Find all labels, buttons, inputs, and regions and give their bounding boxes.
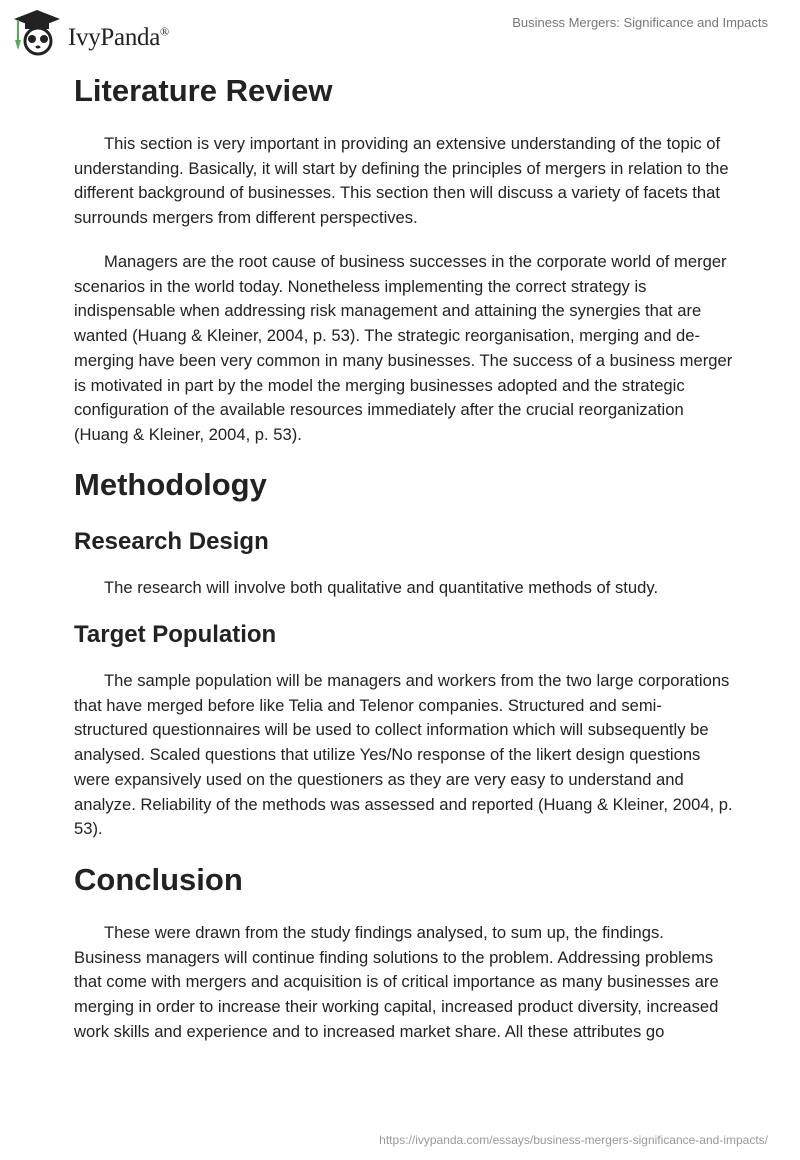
heading-conclusion: Conclusion bbox=[74, 862, 243, 897]
heading-target-population: Target Population bbox=[74, 621, 277, 648]
paragraph: The sample population will be managers and workers from the two large corporations that have merged before like Telia and Telenor companies. Structured and semi-structured questionnaires will be used to collect information which will subsequently be analysed. Scaled questions that utilize Yes/No response of the likert design questions were expansively used on the questioners as they are very easy to understand and analyze. Reliability of the methods was assessed and reported (Huang & Kleiner, 2004, p. 53). bbox=[74, 671, 733, 839]
heading-methodology: Methodology bbox=[74, 467, 267, 502]
paragraph: The research will involve both qualitative and quantitative methods of study. bbox=[104, 578, 659, 597]
registered-mark: ® bbox=[160, 24, 169, 39]
document-title: Business Mergers: Significance and Impacts bbox=[512, 15, 768, 30]
h1-literature-review: Literature Review bbox=[74, 73, 333, 108]
panda-graduate-icon bbox=[12, 8, 62, 56]
heading-literature-review bbox=[74, 73, 734, 109]
paragraph: These were drawn from the study findings analysed, to sum up, the findings. Business managers will continue finding solutions to the problem. Addressing problems that come with mergers and acquisition is of critical importance as many businesses are merging in order to increase their working capital, increased product diversity, increased work skills and experience and to increased market share. All these attributes go bbox=[74, 923, 719, 1041]
paragraph: Managers are the root cause of business successes in the corporate world of merger scenarios in the world today. Nonetheless implementing the correct strategy is indispensable when addressing risk management and attaining the synergies that are wanted (Huang & Kleiner, 2004, p. 53). The strategic reorganisation, merging and de-merging have been very common in many businesses. The success of a business merger is motivated in part by the model the merging businesses adopted and the strategic configuration of the available resources immediately after the crucial reorganization (Huang & Kleiner, 2004, p. 53). bbox=[74, 252, 733, 444]
paragraph: This section is very important in providing an extensive understanding of the topic of understanding. Basically, it will start by defining the principles of mergers in relation to the different background of businesses. This section then will discuss a variety of facets that surrounds mergers from different perspectives. bbox=[74, 134, 729, 228]
source-url[interactable]: https://ivypanda.com/essays/business-mergers-significance-and-impacts/ bbox=[379, 1133, 768, 1147]
heading-research-design: Research Design bbox=[74, 528, 269, 555]
logo-text: IvyPanda bbox=[68, 24, 161, 51]
ivypanda-logo[interactable] bbox=[12, 8, 169, 56]
